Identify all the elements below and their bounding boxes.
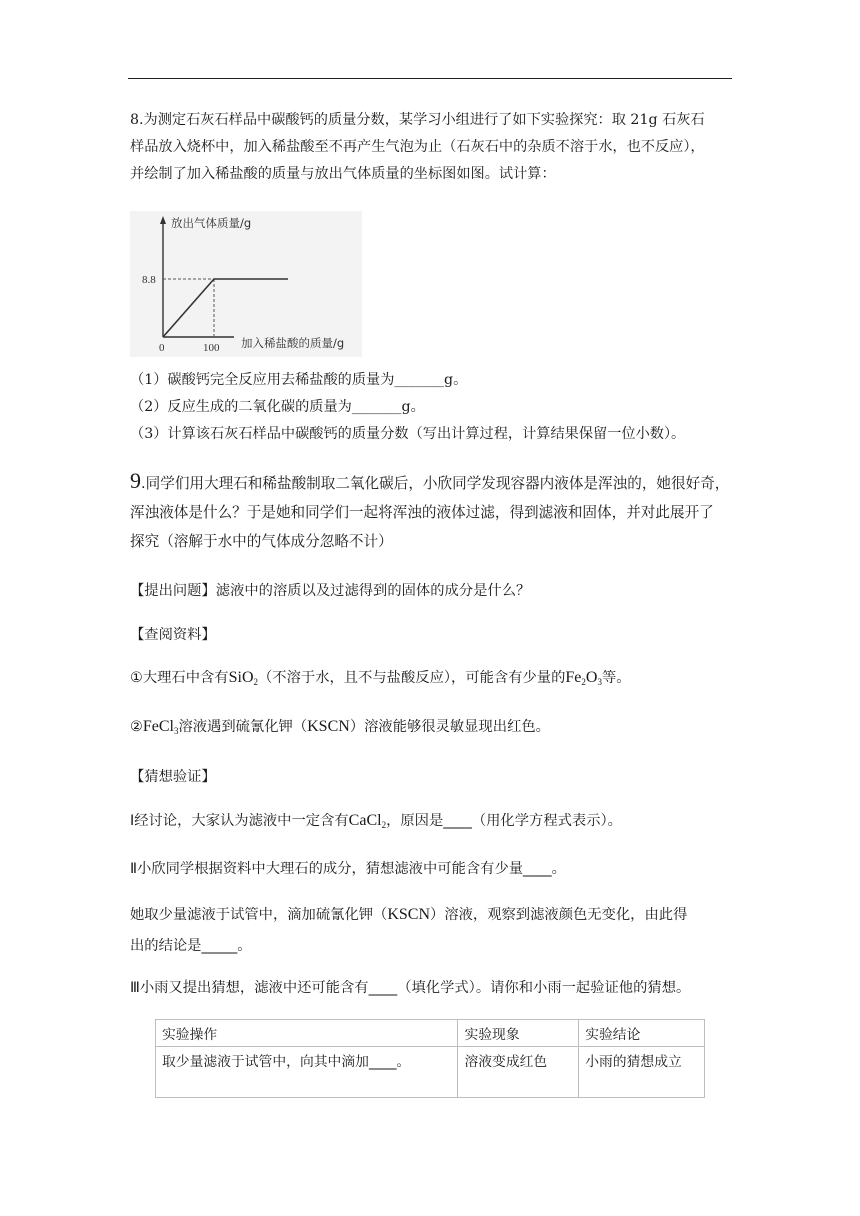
q9-guess-1: Ⅰ经讨论，大家认为滤液中一定含有CaCl$_2$，原因是____（用化学方程式表示）。 — [130, 812, 622, 830]
q9-info-title: 【查阅资料】 — [130, 627, 216, 643]
fe2o3-formula: $Fe_2O_3$ — [565, 669, 602, 687]
q9-info-1: ①大理石中含有SiO$_2$（不溶于水，且不与盐酸反应），可能含有少量的$Fe_2O_3$等。 — [130, 669, 631, 687]
y-tick-label: 8.8 — [142, 274, 156, 286]
q8-graph — [130, 211, 362, 357]
q9-guess-2: Ⅱ小欣同学根据资料中大理石的成分，猜想滤液中可能含有少量____。 — [130, 861, 566, 877]
q8-sub-1: （1）碳酸钙完全反应用去稀盐酸的质量为_______g。 — [130, 372, 468, 388]
origin-label: 0 — [159, 342, 165, 354]
cacl2-formula: CaCl$_2$ — [348, 812, 387, 830]
cell-conclusion: 小雨的猜想成立 — [579, 1047, 705, 1098]
q8-sub-3: （3）计算该石灰石样品中碳酸钙的质量分数（写出计算过程，计算结果保留一位小数）。 — [130, 426, 686, 442]
table-row — [156, 1047, 705, 1098]
y-axis-label: 放出气体质量/g — [171, 216, 252, 230]
q8-line-3: 并绘制了加入稀盐酸的质量与放出气体质量的坐标图如图。试计算： — [130, 166, 556, 182]
q8-sub-2: （2）反应生成的二氧化碳的质量为_______g。 — [130, 399, 425, 415]
q9-ask: 【提出问题】滤液中的溶质以及过滤得到的固体的成分是什么？ — [130, 583, 531, 599]
experiment-table — [155, 1019, 705, 1098]
header-rule — [128, 78, 732, 79]
header-operation: 实验操作 — [156, 1020, 458, 1047]
cell-operation: 取少量滤液于试管中，向其中滴加____。 — [156, 1047, 458, 1098]
q9-line-1: 9.同学们用大理石和稀盐酸制取二氧化碳后，小欣同学发现容器内液体是浑浊的，她很好奇， — [130, 468, 730, 493]
q9-info-2: ②FeCl$_3$溶液遇到硫氰化钾（KSCN）溶液能够很灵敏显现出红色。 — [130, 718, 550, 736]
table-header-row — [156, 1020, 705, 1047]
q9-stem — [130, 466, 729, 556]
sio2-formula: SiO$_2$ — [228, 669, 259, 687]
q8-line-1: 8.为测定石灰石样品中碳酸钙的质量分数，某学习小组进行了如下实验探究：取 21g 石灰石 — [130, 112, 705, 128]
header-phenomenon: 实验现象 — [458, 1020, 579, 1047]
q8-stem — [130, 107, 705, 188]
q9-number: 9 — [130, 468, 141, 493]
q9-line-3: 探究（溶解于水中的气体成分忽略不计） — [130, 533, 393, 550]
q9-guess-2-followup: 她取少量滤液于试管中，滴加硫氰化钾（KSCN）溶液，观察到滤液颜色无变化，由此得 出的结论是_____。 — [130, 906, 688, 954]
y-axis-arrow — [160, 216, 166, 224]
q8-graph-svg — [130, 211, 362, 357]
x-tick-label: 100 — [203, 342, 220, 354]
x-axis-label: 加入稀盐酸的质量/g — [241, 336, 345, 350]
gas-curve — [163, 279, 288, 337]
q9-guess-3: Ⅲ小雨又提出猜想，滤液中还可能含有____（填化学式）。请你和小雨一起验证他的猜想。 — [130, 980, 691, 996]
cell-phenomenon: 溶液变成红色 — [458, 1047, 579, 1098]
q9-line-2: 浑浊液体是什么？于是她和同学们一起将浑浊的液体过滤，得到滤液和固体，并对此展开了 — [130, 504, 714, 521]
header-conclusion: 实验结论 — [579, 1020, 705, 1047]
q8-line-2: 样品放入烧杯中，加入稀盐酸至不再产生气泡为止（石灰石中的杂质不溶于水，也不反应）， — [130, 139, 705, 155]
fecl3-formula: FeCl$_3$ — [142, 718, 179, 736]
q8-sub-questions — [130, 367, 685, 448]
q9-guess-title: 【猜想验证】 — [130, 769, 216, 785]
